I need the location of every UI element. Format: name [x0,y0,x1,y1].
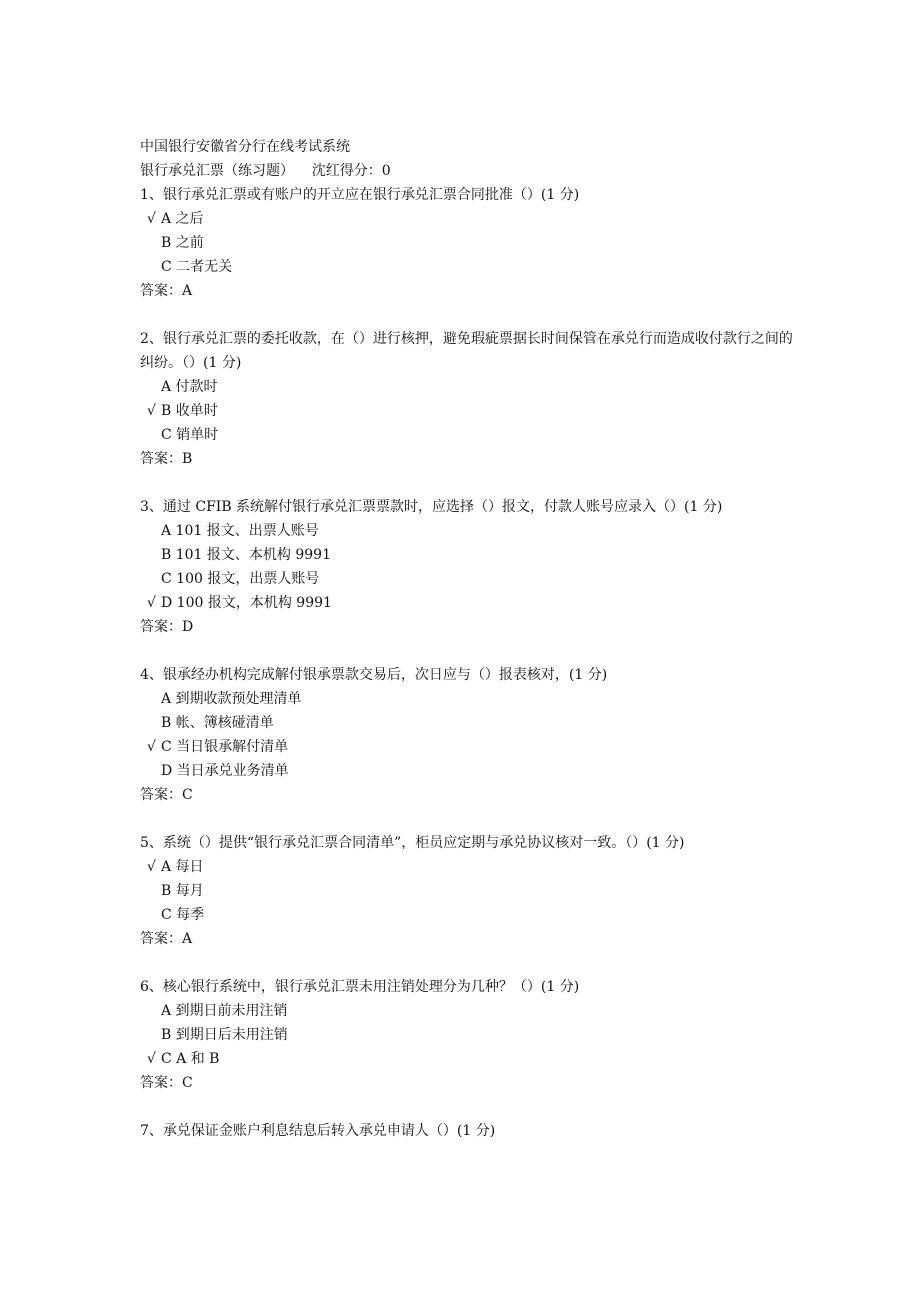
answer-option [140,567,800,591]
answer-option [140,687,800,711]
question-title: 2、银行承兑汇票的委托收款，在（）进行核押，避免瑕疵票据长时间保管在承兑行而造成收付款行之间的纠纷。（）(1 分) [140,331,793,371]
answer-option [140,375,800,399]
checkmark-icon [147,879,161,903]
checkmark-icon: √ [147,859,156,875]
checkmark-icon: √ [147,739,156,755]
system-title: 中国银行安徽省分行在线考试系统 [140,139,350,155]
answer-option [140,903,800,927]
checkmark-icon [147,231,161,255]
option-text: C 100 报文，出票人账号 [161,571,320,587]
option-text: C 二者无关 [161,259,233,275]
checkmark-icon: √ [147,211,156,227]
option-text: D 100 报文，本机构 9991 [161,595,332,611]
option-text: B 之前 [161,235,204,251]
answer-key: 答案：B [140,451,193,467]
question-block [140,831,800,951]
option-text: A 到期日前未用注销 [161,1003,288,1019]
question-block [140,495,800,639]
question-block [140,1119,800,1143]
answer-option [140,999,800,1023]
option-text: C 每季 [161,907,205,923]
question-block [140,975,800,1095]
checkmark-icon [147,711,161,735]
checkmark-icon [147,999,161,1023]
answer-option [140,1047,800,1071]
checkmark-icon: √ [147,403,156,419]
answer-option [140,711,800,735]
option-text: A 到期收款预处理清单 [161,691,302,707]
option-text: C 当日银承解付清单 [161,739,289,755]
checkmark-icon [147,375,161,399]
question-block [140,183,800,303]
question-title: 6、核心银行系统中，银行承兑汇票未用注销处理分为几种？（）(1 分) [140,979,580,995]
checkmark-icon: √ [147,595,156,611]
answer-key: 答案：A [140,931,193,947]
checkmark-icon [147,903,161,927]
option-text: A 付款时 [161,379,218,395]
checkmark-icon [147,543,161,567]
checkmark-icon [147,519,161,543]
checkmark-icon [147,1023,161,1047]
checkmark-icon [147,687,161,711]
answer-key: 答案：A [140,283,193,299]
option-text: A 每日 [161,859,204,875]
checkmark-icon [147,567,161,591]
question-title: 3、通过 CFIB 系统解付银行承兑汇票票款时，应选择（）报文，付款人账号应录入（）(1 分) [140,499,723,515]
question-title: 1、银行承兑汇票或有账户的开立应在银行承兑汇票合同批准（）(1 分) [140,187,580,203]
option-text: D 当日承兑业务清单 [161,763,289,779]
answer-option [140,591,800,615]
exam-page [140,135,800,1143]
answer-option [140,231,800,255]
answer-key: 答案：C [140,787,193,803]
option-text: C 销单时 [161,427,219,443]
checkmark-icon [147,423,161,447]
option-text: B 到期日后未用注销 [161,1027,288,1043]
question-title: 4、银承经办机构完成解付银承票款交易后，次日应与（）报表核对，(1 分) [140,667,608,683]
answer-option [140,255,800,279]
answer-key: 答案：C [140,1075,193,1091]
option-text: C A 和 B [161,1051,220,1067]
question-block [140,327,800,471]
option-text: B 帐、簿核碰清单 [161,715,274,731]
question-title: 5、系统（）提供“银行承兑汇票合同清单”，柜员应定期与承兑协议核对一致。（）(1 分) [140,835,685,851]
exam-info-line: 银行承兑汇票（练习题） 沈红得分：0 [140,163,391,179]
answer-option [140,879,800,903]
option-text: A 之后 [161,211,204,227]
question-title: 7、承兑保证金账户利息结息后转入承兑申请人（）(1 分) [140,1123,496,1139]
answer-option [140,207,800,231]
checkmark-icon [147,759,161,783]
answer-option [140,399,800,423]
question-list [140,183,800,1143]
checkmark-icon [147,255,161,279]
checkmark-icon: √ [147,1051,156,1067]
option-text: B 收单时 [161,403,218,419]
answer-key: 答案：D [140,619,194,635]
answer-option [140,855,800,879]
option-text: A 101 报文、出票人账号 [161,523,319,539]
answer-option [140,759,800,783]
answer-option [140,735,800,759]
answer-option [140,543,800,567]
option-text: B 每月 [161,883,204,899]
answer-option [140,423,800,447]
option-text: B 101 报文、本机构 9991 [161,547,331,563]
answer-option [140,1023,800,1047]
answer-option [140,519,800,543]
question-block [140,663,800,807]
